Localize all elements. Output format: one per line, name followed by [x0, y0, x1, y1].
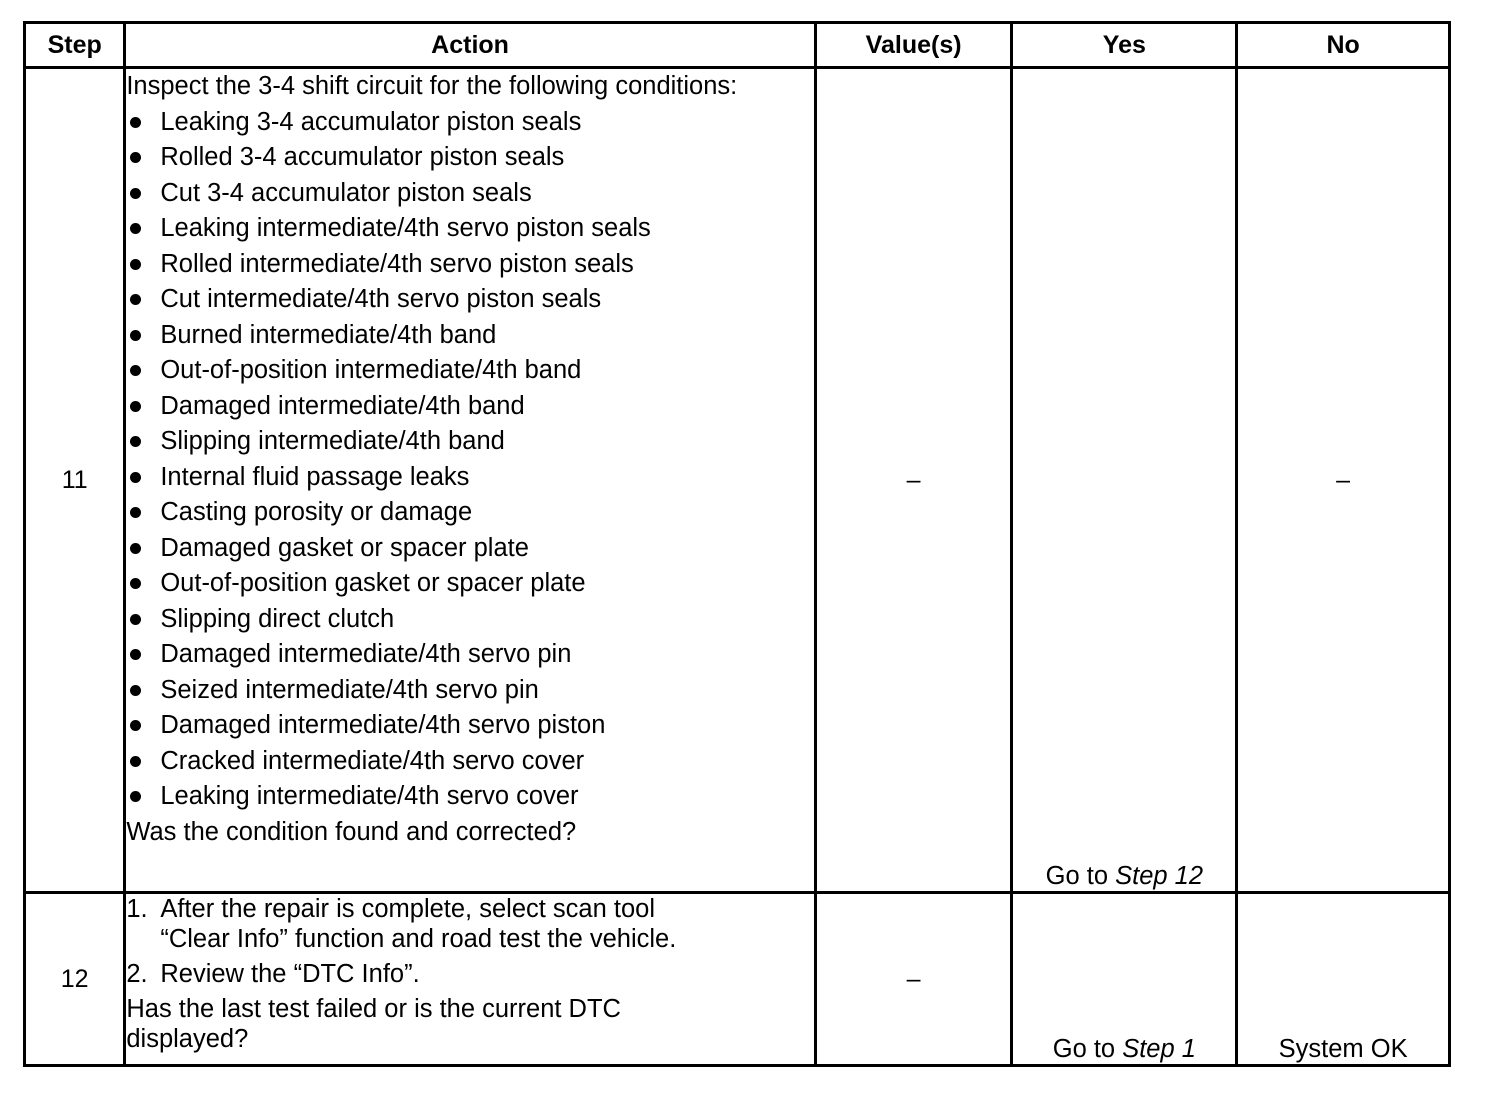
no-cell: – — [1237, 68, 1450, 893]
condition-list — [126, 105, 813, 815]
yes-cell — [1012, 68, 1237, 893]
header-no: No — [1237, 23, 1450, 68]
values-cell: – — [815, 68, 1012, 893]
question-line: displayed? — [126, 1025, 249, 1053]
action-cell — [125, 893, 815, 1066]
action-intro: Inspect the 3-4 shift circuit for the following conditions: — [126, 72, 738, 100]
condition-item: Slipping intermediate/4th band — [126, 424, 813, 460]
action-question: Was the condition found and corrected? — [126, 817, 577, 846]
condition-item: Casting porosity or damage — [126, 495, 813, 531]
condition-item: Burned intermediate/4th band — [126, 318, 813, 354]
action-cell — [125, 68, 815, 893]
condition-item: Internal fluid passage leaks — [126, 460, 813, 496]
header-yes: Yes — [1012, 23, 1237, 68]
condition-item: Damaged intermediate/4th servo pin — [126, 637, 813, 673]
condition-item: Out-of-position gasket or spacer plate — [126, 566, 813, 602]
header-action: Action — [125, 23, 815, 68]
yes-step-ref: Step 12 — [1115, 862, 1204, 890]
header-row — [25, 23, 1450, 68]
action-question — [126, 994, 813, 1054]
step-number: 11 — [25, 68, 125, 893]
procedure-list — [126, 894, 813, 989]
procedure-step-line: After the repair is complete, select scan tool — [160, 895, 655, 923]
condition-item: Seized intermediate/4th servo pin — [126, 673, 813, 709]
header-step: Step — [25, 23, 125, 68]
condition-item: Damaged gasket or spacer plate — [126, 531, 813, 567]
step-number: 12 — [25, 893, 125, 1066]
procedure-step-text: Review the “DTC Info”. — [160, 960, 420, 988]
condition-item: Cracked intermediate/4th servo cover — [126, 744, 813, 780]
condition-item: Leaking intermediate/4th servo cover — [126, 779, 813, 815]
question-line: Has the last test failed or is the current DTC — [126, 995, 621, 1023]
condition-item: Rolled 3-4 accumulator piston seals — [126, 140, 813, 176]
procedure-step-line: “Clear Info” function and road test the vehicle. — [160, 925, 677, 953]
no-cell: System OK — [1237, 893, 1450, 1066]
yes-prefix: Go to — [1052, 1035, 1123, 1063]
procedure-step — [126, 959, 813, 989]
condition-item: Rolled intermediate/4th servo piston seals — [126, 247, 813, 283]
yes-step-ref: Step 1 — [1122, 1035, 1196, 1063]
condition-item: Out-of-position intermediate/4th band — [126, 353, 813, 389]
condition-item: Damaged intermediate/4th band — [126, 389, 813, 425]
condition-item: Cut intermediate/4th servo piston seals — [126, 282, 813, 318]
condition-item: Leaking 3-4 accumulator piston seals — [126, 105, 813, 141]
procedure-step-text — [160, 894, 676, 954]
procedure-step — [126, 894, 813, 954]
procedure-step-number: 1. — [126, 895, 148, 923]
table-row-step-11 — [25, 68, 1450, 893]
values-cell: – — [815, 893, 1012, 1066]
header-values: Value(s) — [815, 23, 1012, 68]
diagnostic-table — [23, 21, 1451, 1067]
yes-prefix: Go to — [1045, 862, 1116, 890]
condition-item: Damaged intermediate/4th servo piston — [126, 708, 813, 744]
condition-item: Cut 3-4 accumulator piston seals — [126, 176, 813, 212]
yes-cell — [1012, 893, 1237, 1066]
condition-item: Slipping direct clutch — [126, 602, 813, 638]
condition-item: Leaking intermediate/4th servo piston seals — [126, 211, 813, 247]
procedure-step-number: 2. — [126, 960, 148, 988]
table-row-step-12 — [25, 893, 1450, 1066]
